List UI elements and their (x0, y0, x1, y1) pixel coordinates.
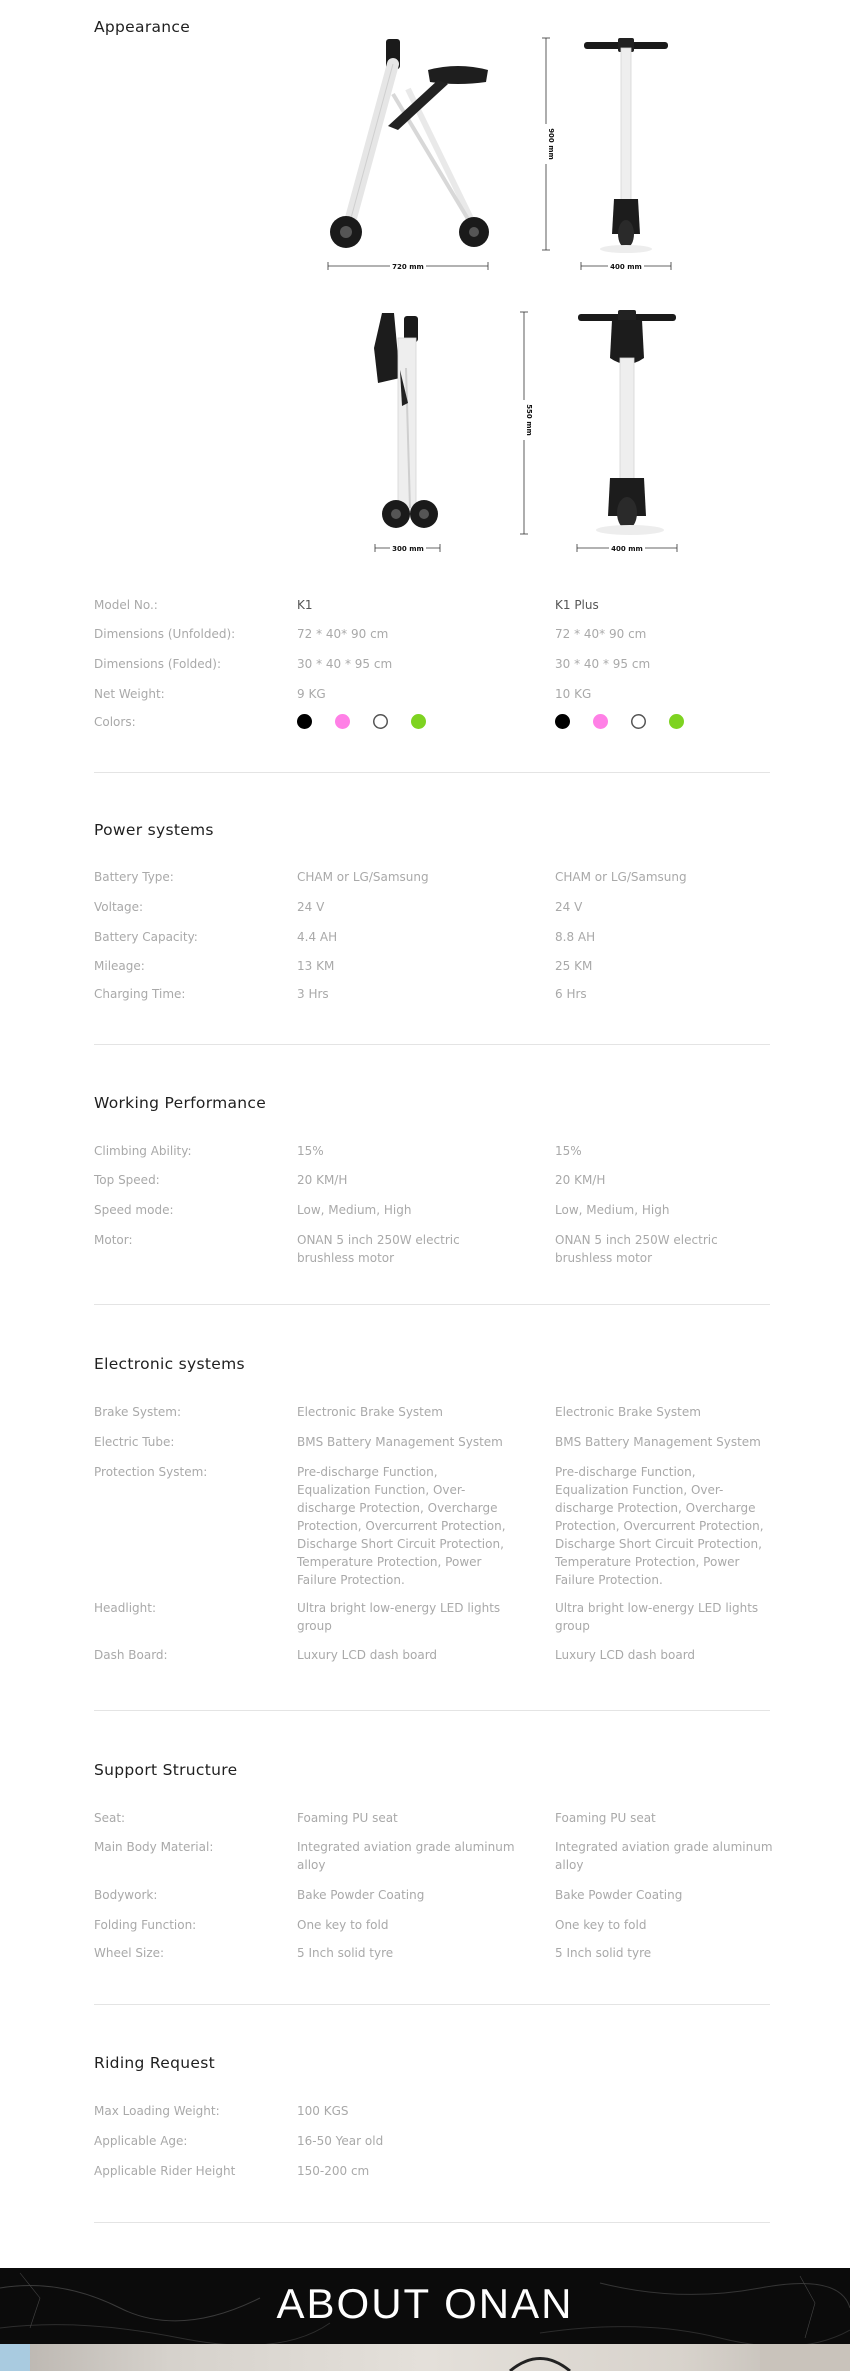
electronic-systems-title: Electronic systems (94, 1355, 245, 1373)
color-swatch-pink[interactable] (335, 714, 350, 729)
color-swatch-green[interactable] (411, 714, 426, 729)
spec-label: Dimensions (Folded): (94, 657, 222, 671)
spec-label: Dimensions (Unfolded): (94, 627, 236, 641)
spec-label: Headlight: (94, 1601, 157, 1615)
spec-label: Motor: (94, 1233, 133, 1247)
color-swatch-pink[interactable] (593, 714, 608, 729)
spec-value-k1: 5 Inch solid tyre (297, 1946, 394, 1960)
working-performance-title: Working Performance (94, 1094, 267, 1112)
spec-value-k1: 4.4 AH (297, 930, 338, 944)
spec-value-k1: CHAM or LG/Samsung (297, 870, 429, 884)
dim-unfolded-width-label: 720 mm (392, 263, 424, 271)
spec-value-k1: Pre-discharge Function, Equalization Function, Over-discharge Protection, Overcharge Protection, Overcurrent Protection, Discharge Short Circuit Protection, Temperature Protection, Power Failure Protection. (297, 1465, 506, 1587)
photo-detail (0, 2344, 850, 2371)
spec-label: Main Body Material: (94, 1840, 214, 1854)
spec-label: Applicable Age: (94, 2134, 188, 2148)
spec-value-k1: One key to fold (297, 1918, 389, 1932)
color-swatch-white[interactable] (373, 714, 388, 729)
spec-value-k1plus: 25 KM (555, 959, 593, 973)
spec-label: Colors: (94, 715, 136, 729)
spec-label: Electric Tube: (94, 1435, 175, 1449)
riding-request-title: Riding Request (94, 2054, 215, 2072)
spec-value-k1plus: Foaming PU seat (555, 1811, 656, 1825)
spec-value-k1plus: Low, Medium, High (555, 1203, 670, 1217)
front-view-unfolded-diagram (576, 34, 676, 274)
spec-value-k1plus: Ultra bright low-energy LED lights group (555, 1601, 759, 1633)
power-systems-title: Power systems (94, 821, 214, 839)
spec-label: Applicable Rider Height (94, 2164, 236, 2178)
spec-value: 150-200 cm (297, 2164, 370, 2178)
color-swatch-white[interactable] (631, 714, 646, 729)
dim-front-width-top-label: 400 mm (610, 263, 642, 271)
color-swatch-green[interactable] (669, 714, 684, 729)
spec-label: Folding Function: (94, 1918, 197, 1932)
spec-label: Model No.: (94, 598, 158, 612)
section-divider (94, 772, 770, 773)
dim-folded-height-label: 550 mm (525, 404, 533, 436)
spec-label: Dash Board: (94, 1648, 168, 1662)
spec-value-k1: 15% (297, 1144, 324, 1158)
spec-value-k1plus: 30 * 40 * 95 cm (555, 657, 651, 671)
model-k1plus: K1 Plus (555, 598, 599, 612)
spec-value-k1plus: BMS Battery Management System (555, 1435, 761, 1449)
spec-value-k1: Foaming PU seat (297, 1811, 398, 1825)
spec-value-k1: 30 * 40 * 95 cm (297, 657, 393, 671)
spec-label: Seat: (94, 1811, 126, 1825)
color-swatch-black[interactable] (297, 714, 312, 729)
front-view-folded-diagram (572, 308, 682, 558)
section-divider (94, 2004, 770, 2005)
spec-value-k1plus: 8.8 AH (555, 930, 596, 944)
spec-value-k1plus: Integrated aviation grade aluminum alloy (555, 1840, 773, 1872)
spec-value-k1plus: Electronic Brake System (555, 1405, 701, 1419)
spec-value-k1plus: 5 Inch solid tyre (555, 1946, 652, 1960)
spec-label: Brake System: (94, 1405, 182, 1419)
section-divider (94, 1044, 770, 1045)
side-view-folded-diagram (360, 308, 460, 558)
spec-value-k1: 24 V (297, 900, 325, 914)
dim-front-width-bottom-label: 400 mm (611, 545, 643, 553)
spec-label: Max Loading Weight: (94, 2104, 220, 2118)
spec-value-k1plus: 10 KG (555, 687, 592, 701)
model-k1: K1 (297, 598, 313, 612)
spec-value-k1: 20 KM/H (297, 1173, 348, 1187)
support-structure-title: Support Structure (94, 1761, 238, 1779)
spec-label: Climbing Ability: (94, 1144, 192, 1158)
spec-label: Bodywork: (94, 1888, 158, 1902)
spec-value-k1plus: 72 * 40* 90 cm (555, 627, 647, 641)
section-divider (94, 1710, 770, 1711)
about-onan-heading: ABOUT ONAN (276, 2280, 574, 2327)
color-swatch-black[interactable] (555, 714, 570, 729)
spec-value-k1plus: 15% (555, 1144, 582, 1158)
spec-label: Battery Capacity: (94, 930, 198, 944)
spec-value-k1plus: ONAN 5 inch 250W electric brushless motor (555, 1233, 718, 1265)
side-view-unfolded-diagram (318, 34, 498, 274)
spec-value: 16-50 Year old (297, 2134, 384, 2148)
spec-value-k1plus: Pre-discharge Function, Equalization Function, Over-discharge Protection, Overcharge Protection, Overcurrent Protection, Discharge Short Circuit Protection, Temperature Protection, Power Failure Protection. (555, 1465, 764, 1587)
spec-value-k1: 3 Hrs (297, 987, 329, 1001)
height-folded-dimension (514, 308, 534, 538)
spec-value: 100 KGS (297, 2104, 349, 2118)
spec-label: Speed mode: (94, 1203, 174, 1217)
spec-label: Voltage: (94, 900, 144, 914)
dim-unfolded-height-label: 900 mm (547, 128, 555, 160)
about-banner (0, 2268, 850, 2348)
spec-label: Net Weight: (94, 687, 165, 701)
spec-label: Charging Time: (94, 987, 186, 1001)
spec-label: Battery Type: (94, 870, 174, 884)
spec-label: Top Speed: (94, 1173, 160, 1187)
spec-value-k1: BMS Battery Management System (297, 1435, 503, 1449)
section-divider (94, 1304, 770, 1305)
spec-value-k1plus: 20 KM/H (555, 1173, 606, 1187)
spec-value-k1: Luxury LCD dash board (297, 1648, 438, 1662)
spec-value-k1: 9 KG (297, 687, 326, 701)
dim-folded-width-label: 300 mm (392, 545, 424, 553)
appearance-title: Appearance (94, 18, 191, 36)
spec-value-k1: Integrated aviation grade aluminum alloy (297, 1840, 515, 1872)
spec-value-k1plus: Luxury LCD dash board (555, 1648, 696, 1662)
spec-value-k1plus: CHAM or LG/Samsung (555, 870, 687, 884)
spec-value-k1: 72 * 40* 90 cm (297, 627, 389, 641)
spec-value-k1plus: 6 Hrs (555, 987, 587, 1001)
spec-value-k1: 13 KM (297, 959, 335, 973)
about-photo-strip (0, 2344, 850, 2371)
spec-label: Mileage: (94, 959, 145, 973)
height-unfolded-dimension (536, 34, 556, 254)
spec-value-k1plus: 24 V (555, 900, 583, 914)
spec-value-k1: Ultra bright low-energy LED lights group (297, 1601, 501, 1633)
spec-value-k1: Electronic Brake System (297, 1405, 443, 1419)
spec-label: Protection System: (94, 1465, 208, 1479)
spec-value-k1plus: One key to fold (555, 1918, 647, 1932)
spec-label: Wheel Size: (94, 1946, 165, 1960)
spec-value-k1plus: Bake Powder Coating (555, 1888, 683, 1902)
spec-value-k1: Low, Medium, High (297, 1203, 412, 1217)
spec-value-k1: Bake Powder Coating (297, 1888, 425, 1902)
spec-value-k1: ONAN 5 inch 250W electric brushless motor (297, 1233, 460, 1265)
section-divider (94, 2222, 770, 2223)
